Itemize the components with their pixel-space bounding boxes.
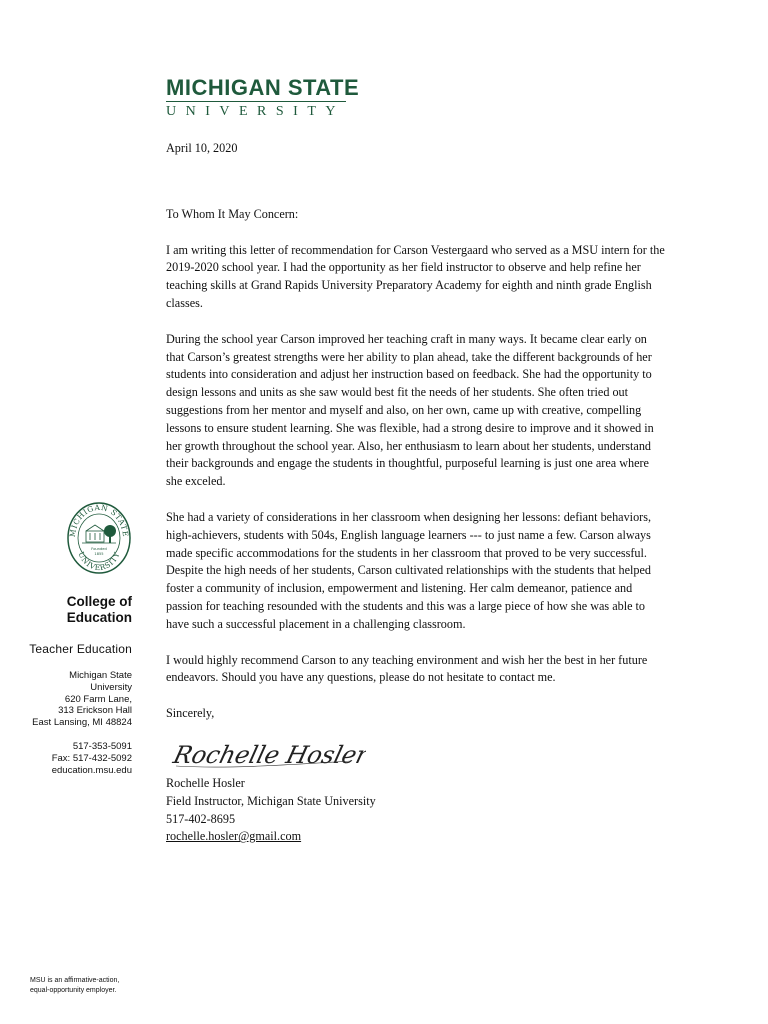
svg-text:Founded: Founded — [91, 547, 107, 551]
letter-body — [166, 140, 666, 846]
msu-logo — [166, 76, 359, 120]
logo-line-2: UNIVERSITY — [166, 104, 345, 119]
svg-text:1855: 1855 — [94, 552, 104, 556]
signer-title: Field Instructor, Michigan State University — [166, 793, 376, 808]
svg-text:UNIVERSITY: UNIVERSITY — [76, 550, 122, 573]
college-name: College of Education — [66, 594, 132, 625]
logo-line-1: MICHIGAN STATE — [166, 75, 360, 100]
address-line: 313 Erickson Hall — [58, 705, 132, 717]
website-link[interactable]: education.msu.edu — [51, 764, 132, 776]
address-line: University — [90, 681, 132, 693]
sidebar — [20, 500, 132, 776]
svg-text:MICHIGAN STATE: MICHIGAN STATE — [67, 502, 131, 538]
logo-rule — [166, 101, 346, 102]
address-line: 620 Farm Lane, — [64, 693, 132, 705]
signer-phone: 517-402-8695 — [166, 811, 236, 826]
address-block — [20, 670, 132, 729]
letter-date: April 10, 2020 — [166, 141, 238, 155]
phone: 517-353-5091 — [72, 740, 132, 752]
salutation: To Whom It May Concern: — [166, 206, 299, 221]
signer-name: Rochelle Hosler — [166, 775, 245, 790]
department-name: Teacher Education — [29, 642, 132, 656]
paragraph-1: I am writing this letter of recommendation for Carson Vestergaard who served as a MSU intern for the 2019-2020 school year. I had the opportunity as her field instructor to observe and help refine her teaching skills at Grand Rapids University Preparatory Academy for eighth and ninth grade English classes. — [166, 242, 665, 310]
university-seal-icon — [66, 500, 132, 576]
fax: Fax: 517-432-5092 — [51, 752, 132, 764]
address-line: Michigan State — [69, 670, 132, 681]
closing: Sincerely, — [166, 706, 215, 721]
signature-text: Rochelle Hosler — [170, 740, 366, 769]
paragraph-3: She had a variety of considerations in her classroom when designing her lessons: defiant behaviors, high-achievers, students with 504s, English language learners --- to just name a few. Carson always made specific accommodations for the students in her classroom that proved to be very successful. Despite the high needs of her students, Carson cultivated relationships with the students that helped foster a community of inclusion, empowerment and listening. Her calm demeanor, patience and passion for teaching resounded with the students and this was a large piece of how she was able to have such a successful placement in a challenging classroom. — [166, 509, 652, 631]
paragraph-4: I would highly recommend Carson to any teaching environment and wish her the best in her future endeavors. Should you have any questions, please do not hesitate to contact me. — [166, 652, 648, 685]
eeo-line-2: equal-opportunity employer. — [30, 987, 117, 994]
paragraph-2: During the school year Carson improved her teaching craft in many ways. It became clear early on that Carson’s greatest strengths were her ability to plan ahead, take the different backgrounds of her students into consideration and adjust her instruction based on feedback. She had the opportunity to design lessons and units as she saw would best fit the needs of her students. She often tried out suggestions from her mentor and myself and also, on her own, came up with creative, compelling lessons to ensure student learning. She was flexible, had a strong desire to improve and it showed in her growth throughout the school year. Also, her enthusiasm to learn about her students, understand their backgrounds and engage the students in thoughtful, purposeful learning is just one area where she exceled. — [166, 331, 654, 489]
signature — [166, 731, 666, 775]
contact-block — [20, 741, 132, 776]
address-line: East Lansing, MI 48824 — [32, 717, 132, 729]
signature-image — [166, 731, 366, 775]
eeo-line-1: MSU is an affirmative-action, — [30, 977, 120, 984]
eeo-statement — [30, 976, 119, 996]
signer-email-link[interactable]: rochelle.hosler@gmail.com — [166, 829, 302, 844]
